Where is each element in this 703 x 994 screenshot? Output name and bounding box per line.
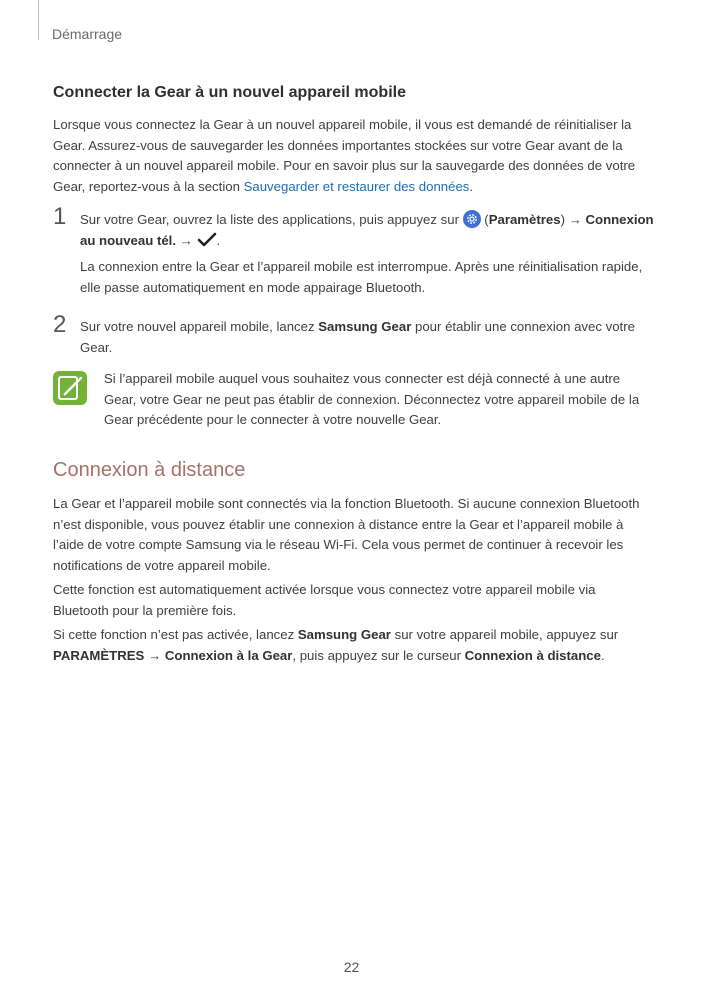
intro-end: .	[469, 178, 474, 194]
step-2-text	[80, 317, 654, 358]
section-title-connect-new-device: Connecter la Gear à un nouvel appareil mobile	[53, 84, 406, 101]
note-text: Si l’appareil mobile auquel vous souhaitez vous connecter est déjà connecté à une autre Gear, votre Gear ne peut pas établir de connexion. Déconnectez votre appareil mobile de la Gear précédente pour le connecter à votre nouvelle Gear.	[104, 371, 640, 427]
samsung-gear-app-label: Samsung Gear	[318, 319, 412, 334]
chapter-title: Démarrage	[52, 26, 123, 42]
step-1-text	[80, 210, 654, 254]
checkmark-icon	[197, 232, 217, 255]
remote-paragraph-1: La Gear et l’appareil mobile sont connectés via la fonction Bluetooth. Si aucune connexion Bluetooth n’est disponible, vous pouvez établir une connexion à distance entre la Gear et l’appareil mobile à l’aide de votre compte Samsung via le réseau Wi-Fi. Cela vous permet de continuer à recevoir les notifications de votre appareil mobile.	[53, 496, 640, 573]
connect-new-phone-label: Connexion au nouveau tél.	[80, 212, 654, 248]
remote-connection-label: Connexion à distance	[464, 647, 601, 663]
step-1-text-d: .	[216, 232, 221, 248]
remote-p3-d: .	[600, 647, 605, 663]
backup-restore-link[interactable]: Sauvegarder et restaurer des données	[243, 178, 470, 194]
page-number: 22	[343, 959, 360, 975]
settings-gear-icon	[463, 210, 481, 228]
step-1-text-b: (	[480, 212, 489, 227]
remote-paragraph-3	[53, 625, 653, 666]
remote-paragraph-2: Cette fonction est automatiquement activée lorsque vous connectez votre appareil mobile via Bluetooth pour la première fois.	[53, 582, 596, 618]
remote-p3-b: sur votre appareil mobile, appuyez sur	[390, 627, 619, 642]
parametres-label: PARAMÈTRES	[53, 647, 145, 663]
step-1-arrow: →	[176, 232, 197, 248]
step-2-text-b: pour établir une connexion avec votre Gear.	[80, 319, 635, 355]
note-pencil-icon	[53, 371, 87, 405]
margin-rule	[38, 0, 39, 40]
step-1-text-c: ) →	[560, 212, 586, 227]
remote-p3-c: , puis appuyez sur le curseur	[292, 647, 465, 663]
intro-text: Lorsque vous connectez la Gear à un nouvel appareil mobile, il vous est demandé de réinitialiser la Gear. Assurez-vous de sauvegarder les données importantes stockées sur votre Gear avant de la connecter à un nouvel appareil mobile. Pour en savoir plus sur la sauvegarde des données de votre Gear, reportez-vous à la section	[53, 117, 636, 194]
remote-p3-a: Si cette fonction n’est pas activée, lancez	[53, 627, 298, 642]
step-1-detail: La connexion entre la Gear et l’appareil mobile est interrompue. Après une réinitialisation rapide, elle passe automatiquement en mode appairage Bluetooth.	[80, 259, 643, 295]
step-1-text-a: Sur votre Gear, ouvrez la liste des applications, puis appuyez sur	[80, 212, 463, 227]
step-number-2: 2	[53, 311, 67, 338]
step-2-text-a: Sur votre nouvel appareil mobile, lancez	[80, 319, 319, 334]
section-title-remote-connection: Connexion à distance	[53, 459, 246, 481]
connect-to-gear-label: Connexion à la Gear	[164, 647, 293, 663]
remote-p3-arrow: →	[144, 647, 165, 663]
intro-paragraph	[53, 115, 653, 197]
settings-label: Paramètres	[488, 212, 561, 227]
step-number-1: 1	[53, 203, 67, 230]
samsung-gear-label: Samsung Gear	[297, 627, 391, 642]
